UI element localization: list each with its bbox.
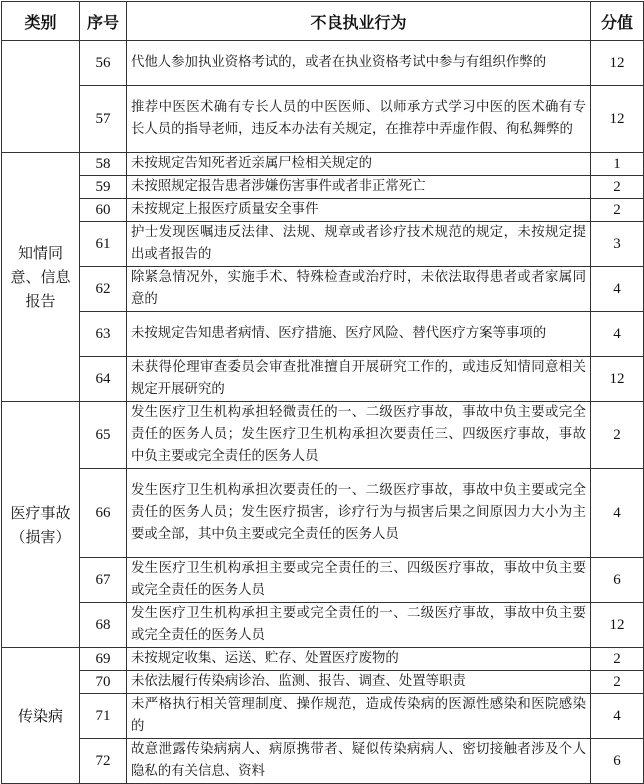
header-category: 类别: [2, 2, 80, 41]
table-row: [2, 694, 644, 739]
table-row: [2, 402, 644, 469]
row-behavior: 发生医疗卫生机构承担主要或完全责任的一、二级医疗事故，事故中负主要或完全责任的医务人员: [127, 603, 591, 648]
table-row: [2, 739, 644, 784]
table-row: [2, 671, 644, 694]
category-cell-empty: [2, 41, 80, 153]
row-number: 58: [80, 153, 127, 176]
row-number: 71: [80, 694, 127, 739]
row-score: 2: [591, 176, 644, 199]
category-infectious-disease: 传染病: [2, 648, 80, 784]
row-behavior: 代他人参加执业资格考试的，或者在执业资格考试中参与有组织作弊的: [127, 41, 591, 86]
row-number: 63: [80, 312, 127, 357]
row-behavior: 未严格执行相关管理制度、操作规范，造成传染病的医源性感染和医院感染的: [127, 694, 591, 739]
row-behavior: 护士发现医嘱违反法律、法规、规章或者诊疗技术规范的规定，未按规定提出或者报告的: [127, 222, 591, 267]
row-behavior: 推荐中医医术确有专长人员的中医医师、以师承方式学习中医的医术确有专长人员的指导老师，违反本办法有关规定，在推荐中弄虚作假、徇私舞弊的: [127, 86, 591, 153]
row-score: 3: [591, 222, 644, 267]
row-behavior: 发生医疗卫生机构承担轻微责任的一、二级医疗事故，事故中负主要或完全责任的医务人员；发生医疗卫生机构承担次要责任三、四级医疗事故，事故中负主要或完全责任的医务人员: [127, 402, 591, 469]
table-row: [2, 153, 644, 176]
category-informed-consent: 知情同意、信息报告: [2, 153, 80, 402]
table-row: [2, 312, 644, 357]
row-score: 12: [591, 41, 644, 86]
row-score: 4: [591, 267, 644, 312]
row-number: 59: [80, 176, 127, 199]
row-score: 2: [591, 199, 644, 222]
row-behavior: 除紧急情况外，实施手术、特殊检查或治疗时，未依法取得患者或者家属同意的: [127, 267, 591, 312]
table-row: [2, 176, 644, 199]
row-number: 66: [80, 469, 127, 558]
table-header-row: [2, 2, 644, 41]
row-behavior: 发生医疗卫生机构承担主要或完全责任的三、四级医疗事故，事故中负主要或完全责任的医务人员: [127, 558, 591, 603]
table-row: [2, 86, 644, 153]
row-score: 1: [591, 153, 644, 176]
row-score: 6: [591, 558, 644, 603]
table-row: [2, 558, 644, 603]
row-number: 57: [80, 86, 127, 153]
row-score: 2: [591, 402, 644, 469]
row-behavior: 未依法履行传染病诊治、监测、报告、调查、处置等职责: [127, 671, 591, 694]
row-score: 4: [591, 694, 644, 739]
table-row: [2, 469, 644, 558]
row-behavior: 未按规定上报医疗质量安全事件: [127, 199, 591, 222]
row-behavior: 发生医疗卫生机构承担次要责任的一、二级医疗事故，事故中负主要或完全责任的医务人员；发生医疗损害，诊疗行为与损害后果之间原因力大小为主要或全部，其中负主要或完全责任的医务人员: [127, 469, 591, 558]
table-row: [2, 603, 644, 648]
row-number: 64: [80, 357, 127, 402]
row-number: 60: [80, 199, 127, 222]
row-behavior: 未按规定收集、运送、贮存、处置医疗废物的: [127, 648, 591, 671]
row-score: 12: [591, 86, 644, 153]
row-number: 67: [80, 558, 127, 603]
header-behavior: 不良执业行为: [127, 2, 591, 41]
table-row: [2, 222, 644, 267]
row-number: 70: [80, 671, 127, 694]
row-number: 68: [80, 603, 127, 648]
row-number: 56: [80, 41, 127, 86]
row-number: 72: [80, 739, 127, 784]
row-behavior: 未按规定告知患者病情、医疗措施、医疗风险、替代医疗方案等事项的: [127, 312, 591, 357]
row-score: 6: [591, 739, 644, 784]
row-score: 2: [591, 671, 644, 694]
category-medical-accident: 医疗事故（损害）: [2, 402, 80, 648]
misconduct-score-table: [1, 1, 644, 784]
row-number: 65: [80, 402, 127, 469]
table-row: [2, 199, 644, 222]
row-behavior: 未按规定告知死者近亲属尸检相关规定的: [127, 153, 591, 176]
row-behavior: 未按照规定报告患者涉嫌伤害事件或者非正常死亡: [127, 176, 591, 199]
row-number: 62: [80, 267, 127, 312]
row-number: 69: [80, 648, 127, 671]
row-score: 4: [591, 469, 644, 558]
table-row: [2, 267, 644, 312]
row-behavior: 未获得伦理审查委员会审查批准擅自开展研究工作的，或违反知情同意相关规定开展研究的: [127, 357, 591, 402]
row-number: 61: [80, 222, 127, 267]
table-row: [2, 357, 644, 402]
header-score: 分值: [591, 2, 644, 41]
row-score: 2: [591, 648, 644, 671]
row-behavior: 故意泄露传染病病人、病原携带者、疑似传染病病人、密切接触者涉及个人隐私的有关信息、资料: [127, 739, 591, 784]
table-row: [2, 41, 644, 86]
table-row: [2, 648, 644, 671]
row-score: 12: [591, 603, 644, 648]
header-number: 序号: [80, 2, 127, 41]
row-score: 12: [591, 357, 644, 402]
row-score: 4: [591, 312, 644, 357]
